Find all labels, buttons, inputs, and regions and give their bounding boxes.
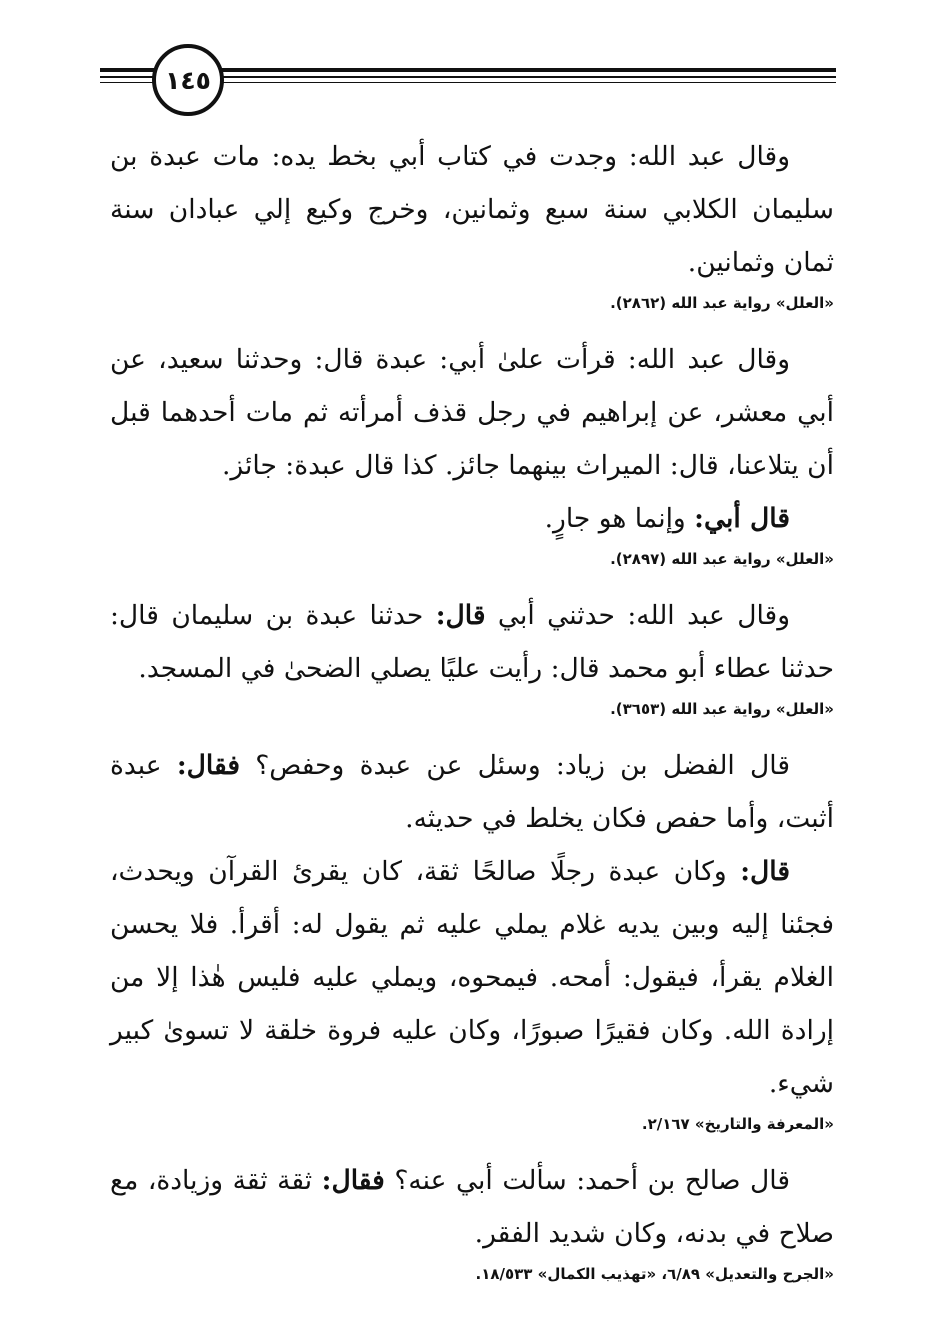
narration-text: ثقة ثقة وزيادة، مع صلاح في بدنه، وكان شديد الفقر. — [110, 1165, 834, 1249]
page-content — [110, 130, 834, 1304]
narration-text: قال صالح بن أحمد: سألت أبي عنه؟ — [384, 1165, 790, 1196]
narration-text: قال الفضل بن زياد: وسئل عن عبدة وحفص؟ — [240, 750, 790, 781]
speaker-label: قال: — [435, 600, 486, 631]
page-number-badge — [152, 44, 224, 116]
page-header — [100, 44, 836, 124]
source-citation: «العلل» رواية عبد الله (٣٦٥٣). — [610, 700, 834, 718]
narration-text: وكان عبدة رجلًا صالحًا ثقة، كان يقرئ القرآن ويحدث، فجئنا إليه وبين يديه غلام يملي عليه ثم يقول له: أقرأ. فلا يحسن الغلام يقرأ، فيقول: أمحه. فيمحوه، ويملي عليه فليس هٰذا إلا من إرادة الله. وكان فقيرًا صبورًا، وكان عليه فروة خلقة لا تسوىٰ كبير شيء. — [110, 856, 834, 1099]
source-citation: «المعرفة والتاريخ» ٢/١٦٧. — [641, 1115, 834, 1133]
speaker-label: قال: — [740, 856, 790, 887]
narration-paragraph: وقال عبد الله: وجدت في كتاب أبي بخط يده: مات عبدة بن سليمان الكلابي سنة سبع وثمانين، وخرج وكيع إلي عبادان سنة ثمان وثمانين. — [110, 141, 834, 278]
narration-paragraph — [110, 1154, 834, 1260]
narration-paragraph: وقال عبد الله: قرأت علىٰ أبي: عبدة قال: وحدثنا سعيد، عن أبي معشر، عن إبراهيم في رجل قذف أمرأته ثم مات أحدهما قبل أن يتلاعنا، قال: الميراث بينهما جائز. كذا قال عبدة: جائز. — [110, 344, 834, 481]
narration-text: حدثنا عبدة بن سليمان قال: حدثنا عطاء أبو محمد قال: رأيت عليًا يصلي الضحىٰ في المسجد. — [110, 600, 834, 684]
narration-paragraph — [110, 739, 834, 845]
source-citation: «الجرح والتعديل» ٦/٨٩، «تهذيب الكمال» ١٨/٥٣٣. — [475, 1265, 834, 1283]
speaker-label: فقال: — [321, 1165, 385, 1196]
speaker-label: فقال: — [176, 750, 241, 781]
narration-paragraph — [110, 589, 834, 695]
source-citation: «العلل» رواية عبد الله (٢٨٩٧). — [610, 550, 834, 568]
followup-text: وإنما هو جارٍ. — [544, 503, 695, 534]
narration-followup — [110, 492, 834, 545]
speaker-label: قال أبي: — [694, 503, 790, 534]
source-citation: «العلل» رواية عبد الله (٢٨٦٢). — [610, 294, 834, 312]
narration-text: عبدة أثبت، وأما حفص فكان يخلط في حديثه. — [110, 750, 834, 834]
narration-paragraph — [110, 845, 834, 1110]
narration-text: وقال عبد الله: حدثني أبي — [485, 600, 790, 631]
page-number: ١٤٥ — [165, 65, 211, 95]
